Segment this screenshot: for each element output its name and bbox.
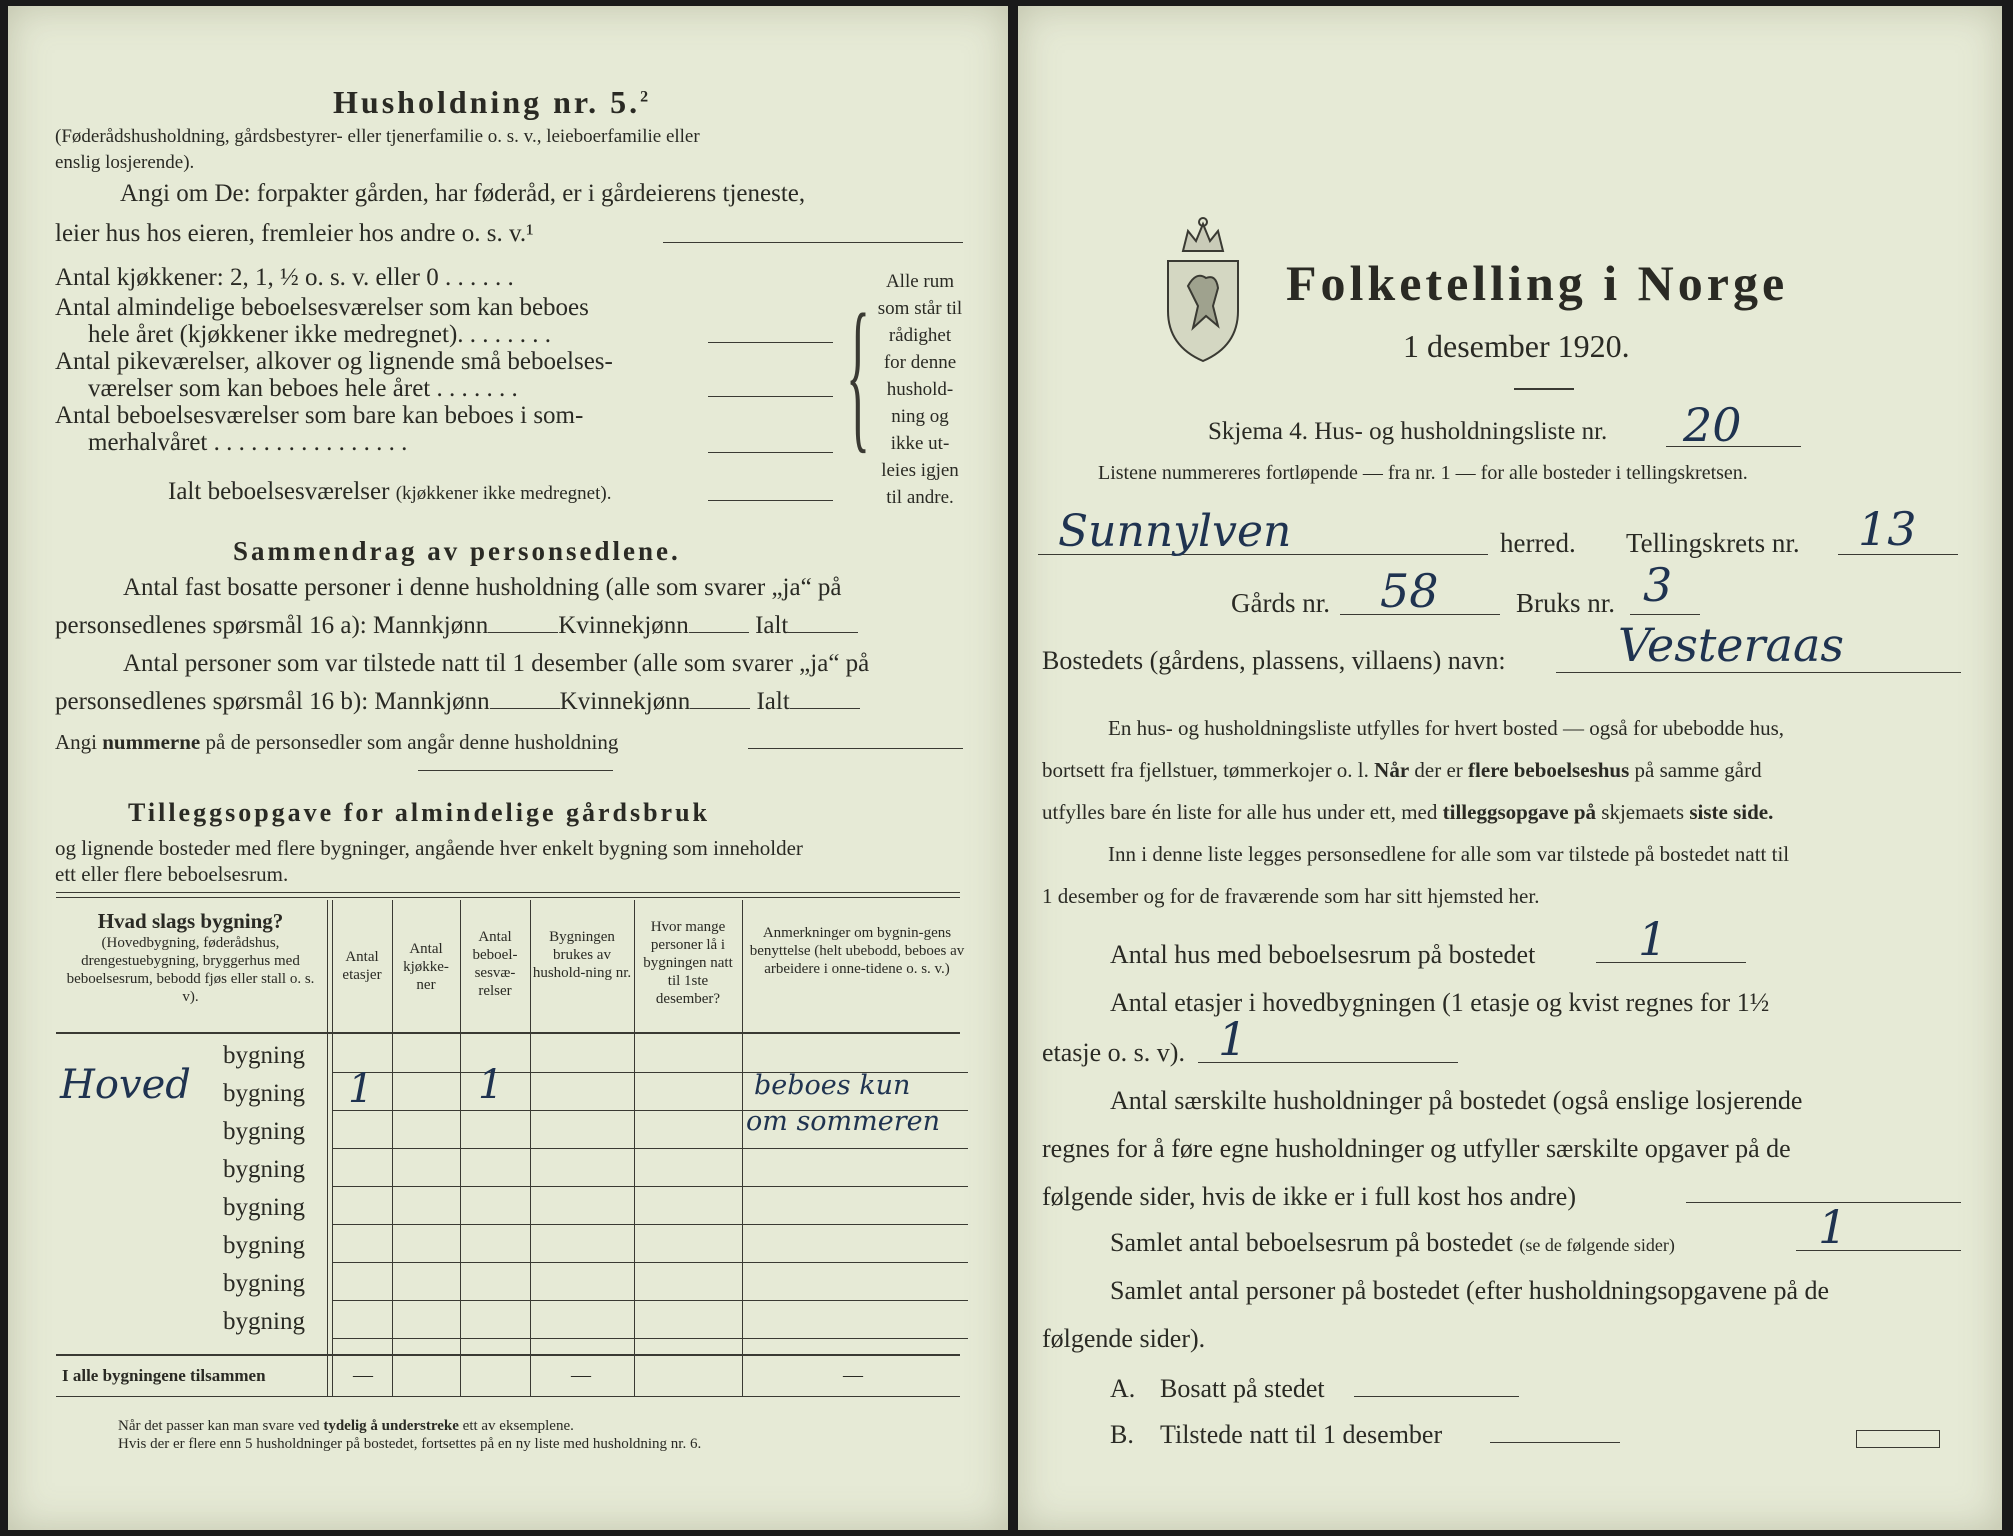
para1-line1: En hus- og husholdningsliste utfylles for hvert bosted — også for ubebodde hus, [1108,716,1784,740]
table-row-label: bygning [223,1308,305,1335]
rooms-total-line [708,500,833,501]
angi-line-2: leier hus hos eieren, fremleier hos andre o. s. v.¹ [55,220,534,247]
para2-line1: Inn i denne liste legges personsedlene for alle som var tilstede på bostedet natt til [1108,842,1790,866]
tillegg-line-2: ett eller flere beboelsesrum. [55,862,289,886]
angi-answer-line [663,242,963,243]
row1-rooms: 1 [478,1062,504,1108]
bruks-nr: 3 [1643,558,1673,612]
summary-line-1b: personsedlenes spørsmål 16 a): Mannkjønn Kvinnekjønn Ialt [55,612,858,640]
table-row-label: bygning [223,1232,305,1259]
samlet-pers-2: følgende sider). [1042,1324,1206,1353]
table-row-label: bygning [223,1042,305,1069]
household-note: (Føderådshusholdning, gårdsbestyrer- eller tjenerfamilie o. s. v., leieboerfamilie eller [55,126,700,147]
date-divider [1514,388,1574,390]
para1-line2: bortsett fra fjellstuer, tømmerkojer o. l. Når der er flere beboelseshus på samme gård [1042,758,1762,782]
angi-nummer: Angi nummerne på de personsedler som angår denne husholdning [55,730,619,754]
household-note-2: enslig losjerende). [55,152,195,173]
skjema-nr: 20 [1683,398,1742,452]
form-title: Folketelling i Norge [1286,255,1789,311]
summary-title: Sammendrag av personsedlene. [233,536,681,566]
row1-floors: 1 [348,1066,374,1112]
row1-remark-1: beboes kun [754,1070,911,1101]
table-row-line [332,1338,968,1339]
tellingskrets-label: Tellingskrets nr. [1626,528,1800,558]
a-text: Bosatt på stedet [1160,1374,1325,1403]
summary-line-2b: personsedlenes spørsmål 16 b): Mannkjønn Kvinnekjønn Ialt [55,688,860,716]
etasjer-line-2: etasje o. s. v). [1042,1038,1185,1067]
samlet-rom-val: 1 [1818,1200,1848,1254]
bruks-label: Bruks nr. [1516,588,1616,618]
left-page [8,6,1008,1530]
bostedets-label: Bostedets (gårdens, plassens, villaens) navn: [1042,646,1506,675]
table-row-label: bygning [223,1194,305,1221]
table-row-line [332,1300,968,1301]
saerskilte-line-3: følgende sider, hvis de ikke er i full kost hos andre) [1042,1182,1576,1211]
table-row-label: bygning [223,1156,305,1183]
brace: { [846,277,870,468]
rooms-maid-2: værelser som kan beboes hele året . . . . . . . [88,375,518,402]
table-row-line [332,1224,968,1225]
bostedets-line [1556,672,1961,673]
para1-line3: utfylles bare én liste for alle hus under ett, med tilleggsopgave på skjemaets siste side. [1042,800,1774,824]
rooms-common-line [708,342,833,343]
coat-of-arms-icon [1158,216,1248,366]
rooms-total: Ialt beboelsesværelser (kjøkkener ikke medregnet). [168,478,612,505]
angi-nummer-line [748,748,963,749]
saerskilte-line-1: Antal særskilte husholdninger på bostedet (også enslige losjerende [1110,1086,1803,1115]
total-dash-3: — [843,1364,863,1386]
table-row-line [332,1148,968,1149]
herred-label: herred. [1500,528,1576,558]
tillegg-title: Tilleggsopgave for almindelige gårdsbruk [128,798,711,827]
col-building-type: Hvad slags bygning? (Hovedbygning, føderådshus, drengestuebygning, bryggerhus med beboelsesrum, bebodd fjøs eller stall o. s. v). [66,909,315,1005]
antal-hus-val: 1 [1638,912,1668,966]
row1-remark-2: om sommeren [746,1106,941,1137]
b-text: Tilstede natt til 1 desember [1160,1420,1443,1449]
tillegg-line-1: og lignende bosteder med flere bygninger, angående hver enkelt bygning som inneholder [55,836,803,860]
etasjer-val: 1 [1218,1012,1248,1066]
footnote-1: Når det passer kan man svare ved tydelig å understreke ett av eksemplene. [118,1418,574,1434]
rooms-summer-line [708,452,833,453]
table-row-label: bygning [223,1270,305,1297]
antal-hus: Antal hus med beboelsesrum på bostedet [1110,940,1536,969]
angi-line-1: Angi om De: forpakter gården, har føderåd, er i gårdeierens tjeneste, [120,180,806,207]
rooms-summer-2: merhalvåret . . . . . . . . . . . . . . . . [88,429,408,456]
b-line [1490,1442,1620,1443]
samlet-rom: Samlet antal beboelsesrum på bostedet (se de følgende sider) [1110,1228,1675,1257]
summary-line-1a: Antal fast bosatte personer i denne husholdning (alle som svarer „ja“ på [123,574,842,601]
col-floors: Antal etasjer [342,949,382,983]
rooms-summer-1: Antal beboelsesværelser som bare kan beboes i som- [55,402,584,429]
total-dash-2: — [571,1364,591,1386]
table-row-line [332,1186,968,1187]
rooms-maid-1: Antal pikeværelser, alkover og lignende små beboelses- [55,348,613,375]
col-rooms: Antal beboel-sesvæ-relser [472,929,518,999]
antal-hus-line [1596,962,1746,963]
a-label: A. [1110,1374,1136,1403]
total-label: I alle bygningene tilsammen [62,1366,266,1385]
samlet-pers-1: Samlet antal personer på bostedet (efter husholdningsopgavene på de [1110,1276,1830,1305]
footnote-2: Hvis der er flere enn 5 husholdninger på bostedet, fortsettes på en ny liste med husholdning nr. 6. [118,1436,702,1452]
col-household: Bygningen brukes av hushold-ning nr. [532,929,632,981]
printer-stamp [1856,1430,1940,1448]
summary-line-2a: Antal personer som var tilstede natt til 1 desember (alle som svarer „ja“ på [123,650,870,677]
divider [418,770,613,771]
rooms-common-1: Antal almindelige beboelsesværelser som kan beboes [55,294,589,321]
gards-nr: 58 [1380,564,1439,618]
etasjer-line-1: Antal etasjer i hovedbygningen (1 etasje og kvist regnes for 1½ [1110,988,1770,1017]
skjema-line: Skjema 4. Hus- og husholdningsliste nr. [1208,418,1608,445]
rooms-common-2: hele året (kjøkkener ikke medregnet). . . . . . . . [88,321,552,348]
table-row-label: bygning [223,1080,305,1107]
row1-hand-type: Hoved [60,1062,191,1108]
rooms-maid-line [708,396,833,397]
listene-note: Listene nummereres fortløpende — fra nr. 1 — for alle bosteder i tellingskretsen. [1098,462,1748,484]
col-kitchens: Antal kjøkke-ner [403,941,449,993]
tellingskrets-nr: 13 [1858,502,1917,556]
col-remarks: Anmerkninger om bygnin-gens benyttelse (helt ubebodd, beboes av arbeidere i onne-tidene o. s. v.) [749,925,965,977]
herred-name: Sunnylven [1058,506,1292,557]
table-row-label: bygning [223,1118,305,1145]
table-row-line [332,1262,968,1263]
form-date: 1 desember 1920. [1403,328,1630,364]
para2-line2: 1 desember og for de fraværende som har sitt hjemsted her. [1042,884,1540,908]
col-persons: Hvor mange personer lå i bygningen natt til 1ste desember? [643,919,733,1007]
bruks-line [1630,614,1700,615]
gards-label: Gårds nr. [1231,588,1330,618]
household-title: Husholdning nr. 5.$^2$ [333,84,652,120]
rooms-side-note: Alle rum som står til rådighet for denne hushold- ning og ikke ut- leies igjen til andre. [877,271,963,508]
a-line [1354,1396,1519,1397]
rooms-kitchens: Antal kjøkkener: 2, 1, ½ o. s. v. eller 0 . . . . . . [55,264,514,291]
right-page [1018,6,2002,1530]
saerskilte-line-2: regnes for å føre egne husholdninger og utfyller særskilte opgaver på de [1042,1134,1791,1163]
bostedets-name: Vesteraas [1618,618,1844,672]
total-dash-1: — [353,1364,373,1386]
b-label: B. [1110,1420,1134,1449]
